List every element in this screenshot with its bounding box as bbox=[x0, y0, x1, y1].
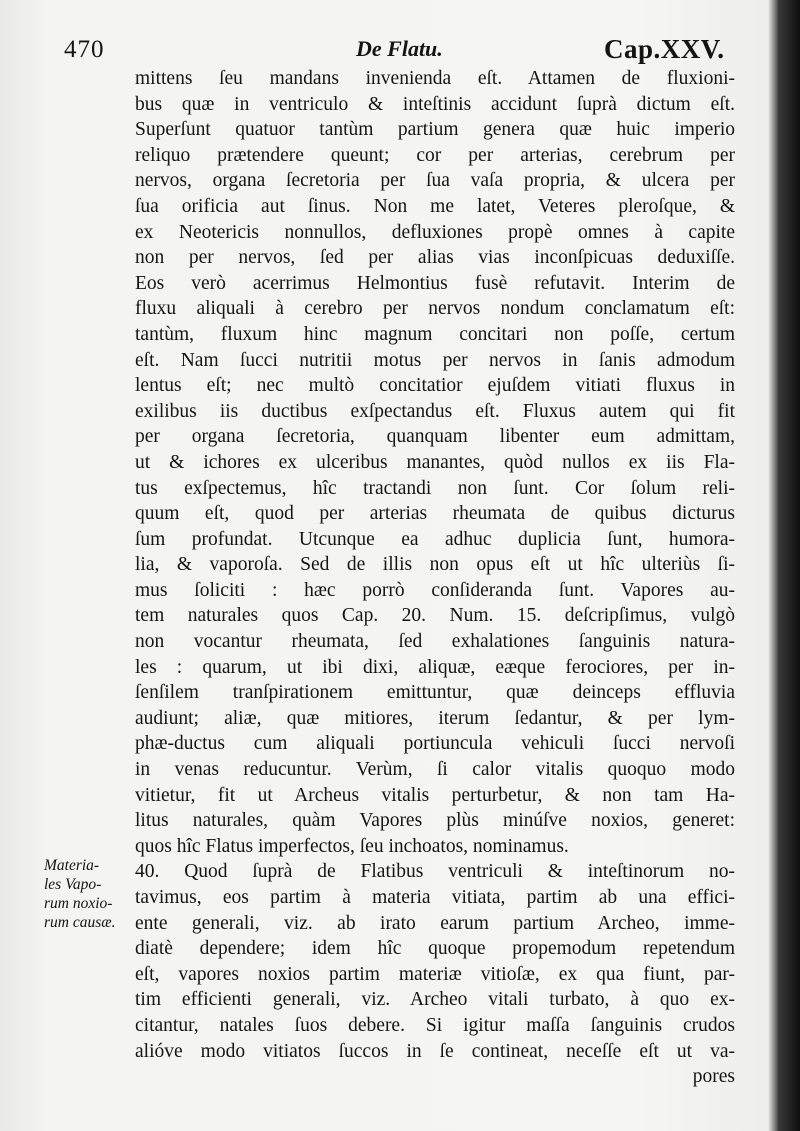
text-line: eſt, vapores noxios partim materiæ vitioſæ, ex qua fiunt, par- bbox=[135, 963, 735, 985]
text-line: tus exſpectemus, hîc tractandi non ſunt. Cor ſolum reli- bbox=[135, 477, 735, 499]
margin-note-line: rum noxio- bbox=[44, 895, 113, 912]
text-line: tantùm, fluxum hinc magnum concitari non poſſe, certum bbox=[135, 323, 735, 345]
text-line: 40. Quod ſuprà de Flatibus ventriculi & inteſtinorum no- bbox=[135, 861, 735, 883]
text-line: alióve modo vitiatos ſuccos in ſe contineat, neceſſe eſt ut va- bbox=[135, 1040, 735, 1062]
text-line: exilibus iis ductibus exſpectandus eſt. Fluxus autem qui fit bbox=[135, 400, 735, 422]
page-edge-shadow bbox=[778, 0, 800, 1131]
text-line: vitietur, fit ut Archeus vitalis perturbetur, & non tam Ha- bbox=[135, 784, 735, 806]
text-line: nervos, organa ſecretoria per ſua vaſa propria, & ulcera per bbox=[135, 170, 735, 192]
text-line: phæ-ductus cum aliquali portiuncula vehiculi ſucci nervoſi bbox=[135, 733, 735, 755]
text-line: tavimus, eos partim à materia vitiata, partim ab una effici- bbox=[135, 887, 735, 908]
margin-note-line: les Vapo- bbox=[44, 876, 102, 893]
text-line: lentus eſt; nec multò concitatior ejuſdem vitiati fluxus in bbox=[135, 375, 735, 397]
text-line: Superſunt quatuor tantùm partium genera quæ huic imperio bbox=[135, 119, 735, 141]
text-line: quum eſt, quod per arterias rheumata de quibus dicturus bbox=[135, 503, 735, 525]
text-line: ſum profundat. Utcunque ea adhuc duplicia ſunt, humora- bbox=[135, 528, 735, 550]
text-line: les : quarum, ut ibi dixi, aliquæ, eæque ferociores, per in- bbox=[135, 656, 735, 678]
running-title: De Flatu. bbox=[356, 36, 443, 61]
page-number: 470 bbox=[64, 36, 105, 63]
text-line: reliquo prætendere queunt; cor per arterias, cerebrum per bbox=[135, 144, 735, 166]
margin-note-line: Materia- bbox=[44, 857, 100, 874]
text-line: ſua orificia aut ſinus. Non me latet, Veteres pleroſque, & bbox=[135, 195, 735, 217]
text-line: tem naturales quos Cap. 20. Num. 15. deſcripſimus, vulgò bbox=[135, 605, 735, 627]
text-line: ſenſilem tranſpirationem emittuntur, quæ deinceps effluvia bbox=[135, 682, 735, 704]
text-line: mus ſoliciti : hæc porrò conſideranda ſunt. Vapores au- bbox=[135, 579, 735, 601]
text-line: per organa ſecretoria, quanquam libenter eum admittam, bbox=[135, 426, 735, 448]
text-line: quos hîc Flatus imperfectos, ſeu inchoatos, nominamus. bbox=[135, 835, 569, 857]
text-line: ut & ichores ex ulceribus manantes, quòd nullos ex iis Fla- bbox=[135, 451, 735, 473]
text-line: citantur, natales ſuos debere. Si igitur maſſa ſanguinis crudos bbox=[135, 1014, 735, 1036]
text-line: Eos verò acerrimus Helmontius fusè refutavit. Interim de bbox=[135, 272, 735, 294]
text-line: ente generali, viz. ab irato earum partium Archeo, imme- bbox=[135, 912, 735, 934]
body-text bbox=[135, 66, 735, 1090]
chapter-heading: Cap.XXV. bbox=[604, 34, 725, 64]
text-line: lia, & vaporoſa. Sed de illis non opus eſt ut hîc ulteriùs ſi- bbox=[135, 554, 735, 576]
text-line: non vocantur rheumata, ſed exhalationes ſanguinis natura- bbox=[135, 631, 735, 653]
text-line: non per nervos, ſed per alias vias inconſpicuas deduxiſſe. bbox=[135, 247, 735, 269]
text-line: litus naturales, quàm Vapores plùs minúſve noxios, generet: bbox=[135, 810, 735, 832]
margin-note bbox=[44, 856, 136, 932]
text-line: tim efficienti generali, viz. Archeo vitali turbato, à quo ex- bbox=[135, 989, 735, 1011]
text-line: ex Neotericis nonnullos, defluxiones propè omnes à capite bbox=[135, 221, 735, 243]
text-line: mittens ſeu mandans invenienda eſt. Attamen de fluxioni- bbox=[135, 68, 735, 89]
margin-note-line: rum causæ. bbox=[44, 914, 116, 931]
text-line: pores bbox=[692, 1066, 735, 1088]
text-line: fluxu aliquali à cerebro per nervos nondum conclamatum eſt: bbox=[135, 298, 735, 320]
text-line: diatè dependere; idem hîc quoque propemodum repetendum bbox=[135, 938, 735, 960]
text-line: bus quæ in ventriculo & inteſtinis accidunt ſuprà dictum eſt. bbox=[135, 93, 735, 115]
text-line: eſt. Nam ſucci nutritii motus per nervos in ſanis admodum bbox=[135, 349, 735, 371]
text-line: audiunt; aliæ, quæ mitiores, iterum ſedantur, & per lym- bbox=[135, 707, 735, 729]
text-line: in venas reducuntur. Verùm, ſi calor vitalis quoquo modo bbox=[135, 759, 735, 781]
